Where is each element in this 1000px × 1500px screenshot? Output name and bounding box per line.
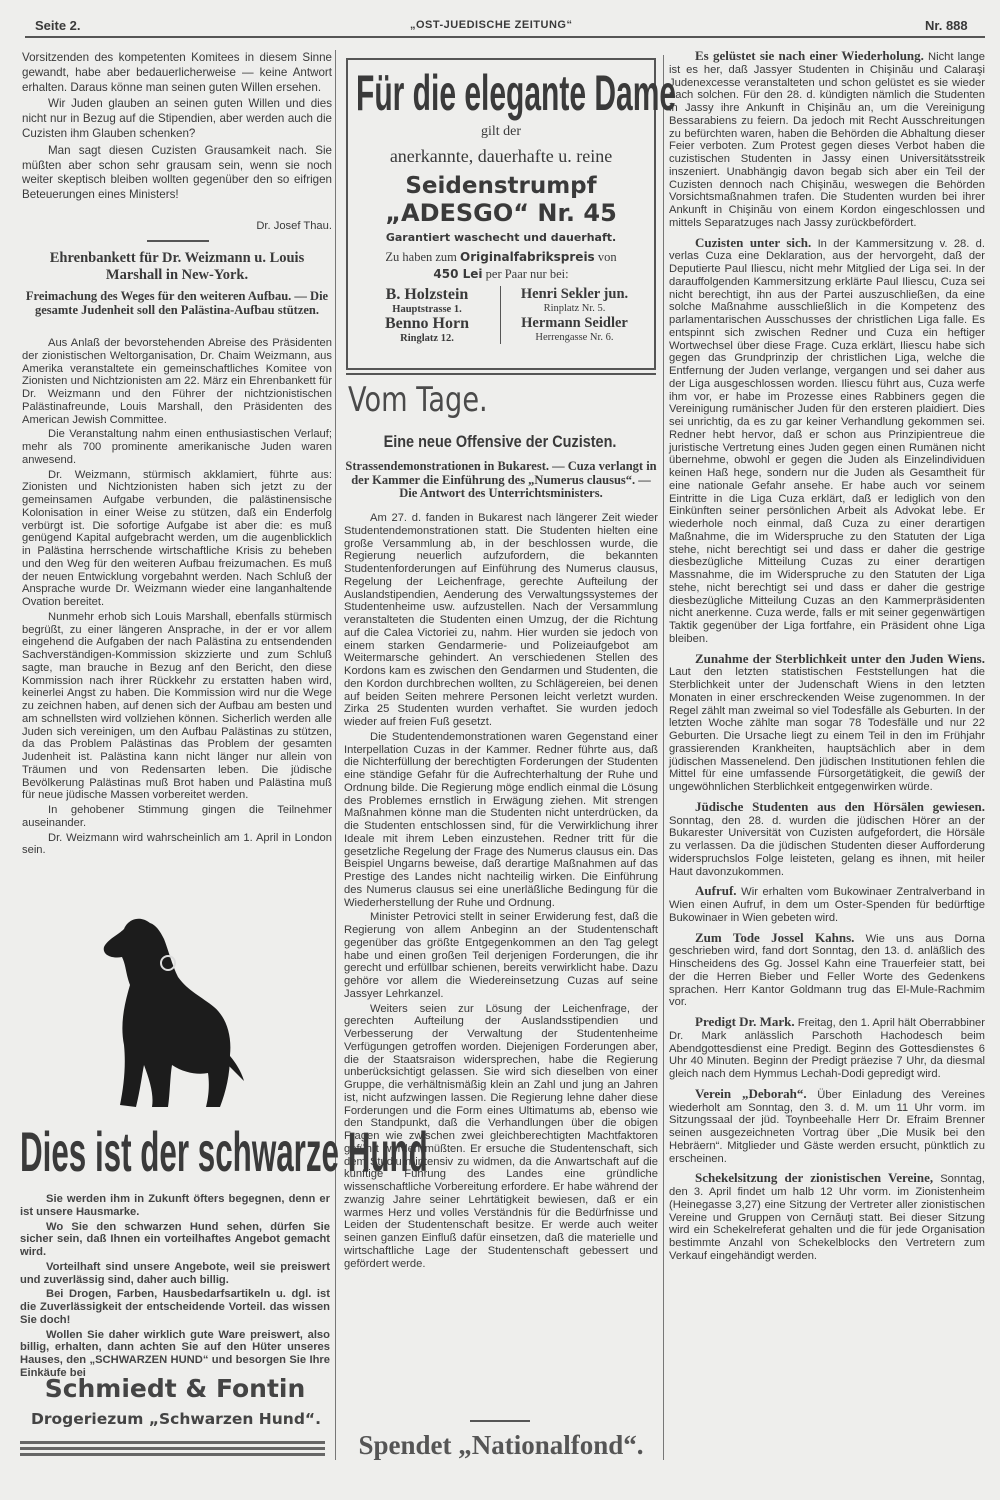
divider — [147, 240, 209, 242]
paragraph-lead: Schekelsitzung der zionistischen Vereine, — [695, 1170, 934, 1186]
stocking-ad-headline-text: Für die elegante Dame — [356, 65, 677, 121]
paragraph-text: Sonntag, den 3. April findet um halb 12 Uhr vorm. im Zionistenheim (Heinegasse 3,27) eine Sitzung der Vertreter aller zionistischen Vereine und Gruppen von Cernăuţi statt. Bei dieser Sitzung wird ein Schekelreferat gehalten und die für jede Organisation bestimmte Anzahl von Schekelblocks den Vertretern zum Verkauf eingehändigt werden. — [669, 1173, 985, 1262]
paragraph — [22, 97, 332, 141]
price-post: von — [597, 250, 617, 264]
paragraph-text: Vorteilhaft sind unsere Angebote, weil sie preiswert und zuverlässig sind, daher auch billig. — [20, 1260, 330, 1286]
article-subhead: Strassendemonstrationen in Bukarest. — Cuza verlangt in der Kammer die Einführung des „Numerus clausus“. — Die Antwort des Unterrichtsministers. — [345, 459, 657, 500]
section-title: Vom Tage. — [348, 380, 488, 420]
paragraph-lead: Jüdische Studenten aus den Hörsälen gewiesen. — [695, 798, 985, 814]
divider — [470, 1420, 530, 1422]
ad-line: gilt der — [480, 124, 522, 139]
paragraph-text: Vorsitzenden des kompetenten Komitees in diesem Sinne gewandt, habe aber bedauerlicherweise — keine Antwort erhalten. Daraus könne man seinen guten Willen ersehen. — [22, 51, 332, 94]
paragraph — [22, 337, 332, 426]
paragraph-text: Die Veranstaltung nahm einen enthusiastischen Verlauf; mehr als 700 prominente amerikanische Juden waren anwesend. — [22, 428, 332, 466]
store-address: Rinplatz Nr. 5. — [543, 303, 606, 314]
ad-rule — [20, 1441, 325, 1444]
dog-ad-company: Schmiedt & Fontin — [44, 1374, 306, 1403]
dog-ad-body — [20, 1193, 330, 1379]
paragraph — [20, 1288, 330, 1326]
store-address: Herrengasse Nr. 6. — [535, 332, 614, 343]
paragraph — [344, 1003, 658, 1271]
store-name: Benno Horn — [384, 315, 469, 332]
price: 450 Lei — [433, 267, 483, 281]
price-tail: per Paar nur bei: — [485, 267, 569, 281]
paragraph-text: Dr. Weizmann, stürmisch akklamiert, führte aus: Zionisten und Nichtzionisten haben sich jetzt zu der gemeinsamen Aufgabe verbunden, die palästinensische Kolonisation in einer Weise zu stützen, daß ein Enderfolg verbürgt ist. Die sofortige Aufgabe ist aber die: es muß genügend Kapital aufgebracht werden, um die augenblicklich in Palästina herrschende wirtschaftliche Krisis zu beheben und den Weg für den weiteren Aufbau freizumachen. Es muß der neuen Entwicklung vorgebahnt werden. Nach Schluß der Ansprache wurde Dr. Weizmann wieder eine langanhaltende Ovation bereitet. — [22, 468, 332, 608]
dog-ad-shop: Drogeriezum „Schwarzen Hund“. — [30, 1410, 321, 1428]
stocking-ad-headline — [348, 65, 677, 124]
article-headline: Ehrenbankett für Dr. Weizmann u. Louis Marshall in New-York. — [49, 250, 305, 283]
ad-line: anerkannte, dauerhafte u. reine — [389, 146, 613, 166]
article-body — [344, 512, 658, 1422]
divider — [346, 373, 656, 375]
paragraph — [22, 144, 332, 203]
store-name: Hermann Seidler — [521, 315, 628, 331]
nationalfond-appeal: Spendet „Nationalfond“. — [358, 1430, 644, 1460]
paragraph-lead: Aufruf. — [695, 883, 737, 899]
paragraph-lead: Cuzisten unter sich. — [695, 234, 812, 250]
paragraph — [344, 911, 658, 1000]
stocking-ad — [346, 58, 677, 370]
store — [501, 286, 648, 315]
masthead-rule — [25, 36, 985, 38]
paragraph — [669, 1172, 985, 1262]
paragraph-text: Wollen Sie daher wirklich gute Ware preiswert, also billig, erhalten, dann achten Sie auf den Hüter unseres Hauses, den „SCHWARZEN HUND“ und besorgen Sie Ihre Einkäufe bei — [20, 1328, 330, 1379]
paragraph-text: Man sagt diesen Cuzisten Grausamkeit nach. Sie müßten aber schon sehr grausam sein, wenn sie noch weiter skeptisch bleiben wollten gegenüber den so eifrigen Beteuerungen eines Ministers! — [22, 143, 332, 202]
paragraph-text: Wo Sie den schwarzen Hund sehen, dürfen Sie sicher sein, daß Ihnen ein vorteilhaftes Angebot gemacht wird. — [20, 1220, 330, 1258]
article-body — [22, 337, 332, 907]
page-number: Seite 2. — [35, 18, 81, 33]
paragraph-text: In der Kammersitzung v. 28. d. verlas Cuza eine Deklaration, aus der hervorgeht, daß der Deputierte Paul Iliescu, nicht mehr Mitglied der Liga sei. In der darauffolgenden Kammersitzung erklärte Paul Iliescu, Cuza sei nicht berechtigt, ihn aus der Partei auszuschließen, da eine solche Maßnahme ausschließlich in die Kompetenz des parlamentarischen Ausschusses der christlichen Liga falle. Es entspinnt sich zwischen Redner und Cuza ein heftiger Wortwechsel über diese Frage. Cuza erklärt, Iliescu habe sich gegen das Grundprinzip der christlichen Liga, welche die Entfernung der Juden verlange, vergangen und sei daher aus der Liga ausgeschlossen worden. Iliescu führt aus, Cuza werfe ihm vor, er habe im Prozesse eines Rabbiners gegen die Vereinigung rumänischer Juden für den ersteren plaidiert. Dies sei unrichtig, da es zu gar keiner Verhandlung gekommen sei. Redner hebt hervor, daß er schon aus Prinzipientreue die juristische Vertretung eines Juden gegen einen Rumänen nicht übernehme, obwohl er gegen die Juden als Einzelindividuen keinen Haß hege, sondern nur die Juden als Gesamtheit für eine nationale Gefahr ansehe. Er habe auch vor seinem Eintritte in die Liga Cuza erklärt, daß er lediglich von den Einkünften seiner persönlichen Arbeit als Advokat lebe. Er wiederhole noch einmal, daß Cuza zu einer derartigen Maßnahme, die im Widerspruche zu den Statuten der Liga stehe, nicht berechtigt sei und dass er daher die gestrige diesbezügliche Mitteilung Cuzas zu einer derartigen Massnahme, die im Widerspruche zu den Statuten der Liga stehe, nicht berechtigt sei und dass er daher die gestrige diesbezügliche Mitteilung Cuzas an den Kammerpräsidenten nicht anerkenne. Cuza werde, falls er mit seiner gegenwärtigen Taktik gegenüber der Liga fortfahre, ein Präsident ohne Liga bleiben. — [669, 237, 986, 645]
paragraph-lead: Zunahme der Sterblichkeit unter den Juden Wiens. — [695, 650, 985, 666]
paragraph — [22, 428, 332, 466]
price-line — [348, 250, 654, 265]
paragraph — [22, 51, 332, 95]
black-dog-illustration — [80, 905, 250, 1115]
paragraph-text: Aus Anlaß der bevorstehenden Abreise des Präsidenten der zionistischen Weltorganisation, Dr. Chaim Weizmann, aus Amerika veranstaltete ein gemeinschaftliches Komitee von Zionisten und Nichtzionisten am 22. März ein Ehrenbankett für Dr. Weizmann und den Führer der nichtzionistischen Palästinafreunde, Louis Marshall, den Präsidenten des American Jewish Committee. — [22, 337, 332, 426]
price-pre: Zu haben zum — [385, 250, 457, 264]
store — [354, 315, 501, 344]
store-address: Ringlatz 12. — [400, 333, 454, 344]
paragraph-text: Minister Petrovici stellt in seiner Erwiderung fest, daß die Regierung von allem Anbeginn an der Studentenschaft gegenüber das größte Entgegenkommen an den Tag gelegt habe und einen großen Teil derjenigen Forderungen, die ihr gerecht und erfüllbar schienen, bereits verwirklicht habe. Dazu gehöre vor allem die Wiedereinsetzung Cuzas auf seine Jassyer Lehrkanzel. — [344, 911, 658, 1000]
store — [354, 286, 501, 315]
paragraph-text: Wir erhalten vom Bukowinaer Zentralverband in Wien einen Aufruf, in dem um Oster-Spenden für bedürftige Bukowinaer in Wien gebeten wird. — [669, 886, 985, 924]
ad-rule — [20, 1453, 325, 1456]
paragraph-text: Nicht lange ist es her, daß Jassyer Studenten in Chişinău und Calaraşi Judenexcesse veranstalteten und schon gelüstet es sie wieder nach solchen. Für den 28. d. kündigten nämlich die Studenten in Jassy ihre Ankunft in Chişinău an, um die Vereinigung Bessarabiens zu feiern. Da jedoch mit Recht Ausschreitungen zu befürchten waren, haben die Behörden die Abhaltung dieser Feier verboten. Zum Protest gegen dieses Verbot haben die cuzistischen Studenten in Jassy einen Universitätsstreik inszeniert. Unabhängig davon begab sich aber ein Teil der Cuzisten dennoch nach Chişinău, weswegen die Behörden Vorsichtsmaßnahmen trafen. Die Studenten wurden bei ihrer Ankunft in Chişinău von einem Kordon eingeschlossen und mittels Separatzuges nach Jassy zurückbefördert. — [669, 51, 985, 229]
dog-ad-headline — [20, 1120, 428, 1186]
paragraph — [344, 512, 658, 729]
paragraph-lead: Verein „Deborah“. — [695, 1085, 807, 1101]
paragraph-lead: Zum Tode Jossel Kahns. — [695, 929, 855, 945]
paragraph-text: Sie werden ihm in Zukunft öfters begegnen, denn er ist unsere Hausmarke. — [20, 1193, 330, 1218]
brand-name: „ADESGO“ Nr. 45 — [385, 199, 617, 227]
news-column — [669, 50, 985, 1465]
store — [501, 315, 648, 344]
paragraph-text: In gehobener Stimmung gingen die Teilnehmer auseinander. — [22, 804, 332, 829]
author-signature: Dr. Josef Thau. — [256, 220, 332, 232]
paragraph — [22, 611, 332, 802]
issue-number: Nr. 888 — [925, 18, 968, 33]
paragraph — [22, 804, 332, 830]
paragraph — [20, 1261, 330, 1287]
paragraph — [669, 1085, 985, 1166]
paragraph-text: Die Studentendemonstrationen waren Gegenstand einer Interpellation Cuzas in der Kammer. Redner führte aus, daß die Nichterfüllung der berechtigten Forderungen der Studenten eine ständige Gefahr für die Aufrechterhaltung der Ruhe und Ordnung bilde. Die Regierung möge endlich einmal die Lösung des Problemes ernstlich in Erwägung ziehen. Mit strengen Maßnahmen könne man die Studenten nicht unterdrücken, da die Studenten entschlossen sind, für die Verwirklichung ihrer Ideale mit ihrem Leben einzustehen. Redner tritt für die gesetzliche Regelung der Frage des Numerus clausus ein. Das Beispiel Ungarns beweise, daß derartige Maßnahmen auf das Prestige des Landes nicht nachteilig wirken. Die Einführung des Numerus clausus sei eine unerläßliche Bedingung für die Wiederherstellung der Ruhe und Ordnung. — [344, 730, 658, 909]
paragraph — [669, 929, 986, 1010]
paragraph — [20, 1193, 330, 1219]
paragraph — [669, 234, 986, 646]
dog-ad-headline-text: Dies ist der schwarze Hund — [20, 1120, 428, 1183]
column-divider — [335, 50, 336, 1460]
store-list — [354, 286, 648, 344]
paragraph-lead: Predigt Dr. Mark. — [695, 1014, 795, 1029]
guarantee: Garantiert waschecht und dauerhaft. — [385, 231, 617, 244]
paragraph-text: Sonntag, den 28. d. wurden die jüdischen Hörer an der Bukarester Universität von Cuzisten aufgefordert, die Hörsäle zu verlassen. Da die jüdischen Studenten dieser Aufforderung widerspruchslos Folge leisteten, gelang es ihnen, mit heiler Haut davonzukommen. — [669, 814, 985, 878]
ad-rule — [20, 1447, 325, 1450]
price-line-2 — [348, 267, 654, 282]
article-headline: Eine neue Offensive der Cuzisten. — [383, 432, 617, 451]
paragraph-text: Wir Juden glauben an seinen guten Willen und dies nicht nur in Bezug auf die Stipendien, aber werden auch die Cuzisten ihm Glauben schenken? — [22, 97, 332, 140]
product-name: Seidenstrumpf — [405, 173, 597, 199]
paragraph-text: Dr. Weizmann wird wahrscheinlich am 1. April in London sein. — [22, 831, 332, 857]
price-bold: Originalfabrikspreis — [460, 250, 595, 264]
paragraph-text: Über Einladung des Vereines wiederholt am Sonntag, den 3. d. M. um 11 Uhr vorm. im Sitzungssaal der jüd. Toynbeehalle Herr Dr. Efraim Brenner seinen ausgezeichneten Vortrag über „Die Musik bei den Hebräern“. Mitglieder und Gäste werden ersucht, pünktlich zu erscheinen. — [669, 1088, 985, 1165]
paragraph-text: Freitag, den 1. April hält Oberrabbiner Dr. Mark anlässlich Parschoth Hachodesch beim Abendgottesdienst eine Predigt. Beginn des Gottesdienstes 6 Uhr 40 Minuten. Beginn der Predigt präezise 7 Uhr, da diesmal gleich nach dem Hymmus Lechah-Dodi gepredigt wird. — [669, 1017, 985, 1080]
paragraph-text: Weiters seien zur Lösung der Leichenfrage, der gerechten Aufteilung der Auslandsstipendien und Verbesserung der Verwaltung der Studentenheime Verfügungen getroffen worden. Diejenigen Forderungen aber, die der Staatsraison widersprechen, habe die Regierung unberücksichtigt gelassen. Sie wird sich dieselben von einer Gruppe, die verhältnismäßig klein an Zahl und jung an Jahren ist, nicht aufzwingen lassen. Die Regierung lehne daher diese Forderungen und die Form eines Ultimatums ab, ebenso wie den Standpunkt, daß die Verhandlungen über die obigen Fragen wie zwischen zwei gleichberechtigten Machtfaktoren geführt werden müßten. Er ersuche die Studentenschaft, sich dem Studium intensiv zu widmen, da die Anwartschaft auf die künftige Führung des Landes eine gründliche wissenschaftliche Vorbereitung erfordere. Er habe während der zwanzig Jahre seiner Lehrtätigkeit bewiesen, daß er ein warmes Herz und volles Verständnis für die Bedürfnisse und Leiden der Studentenschaft besitze. Er werde auch weiter seinen ganzen Einfluß dafür einsetzen, daß die materielle und wirtschaftliche Lage der Studentenschaft gebessert und gefördert werde. — [344, 1002, 658, 1270]
store-name: Henri Sekler jun. — [520, 286, 629, 302]
paragraph — [669, 650, 985, 794]
paragraph-text: Bei Drogen, Farben, Hausbedarfsartikeln u. dgl. ist die Zuverlässigkeit der entscheidende Vorteil. das wissen Sie doch! — [20, 1288, 330, 1326]
column-divider — [663, 55, 664, 1460]
article-subhead: Freimachung des Weges für den weiteren Aufbau. — Die gesamte Judenheit soll den Palästina-Aufbau stützen. — [25, 289, 329, 317]
paragraph-lead: Es gelüstet sie nach einer Wiederholung. — [695, 48, 924, 63]
paragraph — [669, 885, 985, 924]
article-continuation — [22, 51, 332, 231]
paragraph-text: Nunmehr erhob sich Louis Marshall, ebenfalls stürmisch begrüßt, zu einer längeren Ansprache, in der er vor allem eingehend die Aufgaben der nach Palästina zu entsendenden Sachverständigen-Kommission skizzierte und zum Schluß sagte, man brauche in Bezug anf den Bericht, den diese Kommission nach ihrer Rückkehr zu erstatten haben wird, keinerlei Angst zu haben. Die Kommission wird nur die Wege zu zeichnen haben, auf denen sich der Aufbau am besten und am schnellsten wird vollziehen können. Sicherlich werden alle Juden sich vereinigen, um den Aufbau Palästinas zu stützen, da das Problem Palästinas das Problem der gesamten Judenheit ist. Palästina kann nicht länger nur allein von Träumen und von Redensarten leben. Die jüdische Bevölkerung Palästinas muß Brot haben und Palästina muß für neue jüdische Massen vorbereitet werden. — [22, 610, 332, 802]
paragraph-text: Laut den letzten statistischen Feststellungen hat die Sterblichkeit unter der Judenschaft Wiens in den letzten Monaten in einer erschreckenden Weise zugenommen. In der Regel zählt man zweimal so viel Todesfälle als Geburten. In der letzten Woche zählte man sogar 78 Todesfälle und nur 22 Geburten. Die Ursache liegt zu einem Teil in den im Frühjahr grassierenden Krankheiten, hauptsächlich aber in dem jüdischen Massenelend. Den jüdischen Institutionen fehlen die Mittel für eine umfassende Fürsorgetätigkeit, die gewiß der ungewöhnlichen Sterblichkeit entgegenwirken würde. — [669, 666, 985, 793]
paragraph-text: Wie uns aus Dorna geschrieben wird, fand dort Sonntag, den 13. d. anläßlich des Hinscheidens des Gg. Jossel Kahn eine Trauerfeier statt, bei der die Herren Bieber und Feller Worte des Gedenkens sprachen. Herr Kantor Goldmann trug das El-Mule-Rachmim vor. — [669, 932, 986, 1009]
paragraph — [669, 798, 985, 879]
paragraph — [22, 832, 332, 858]
paragraph — [20, 1329, 330, 1380]
store-address: Hauptstrasse 1. — [392, 304, 462, 315]
paragraph — [22, 469, 332, 609]
paragraph — [20, 1221, 330, 1259]
paragraph — [344, 731, 658, 910]
paragraph-text: Am 27. d. fanden in Bukarest nach längerer Zeit wieder Studentendemonstrationen statt. Die Studenten hielten eine große Versammlung ab, in der beschlossen wurde, die Regierung neuerlich aufzufordern, die bekannten Studentenforderungen auf Einführung des Numerus clausus, Regelung der Leichenfrage, gerechte Aufteilung der Auslandstipendien, Aenderung des Verwaltungssystemes der Studentenheime usw. aufzustellen. Nach der Versammlung veranstalteten die Studenten einen Umzug, der die Richtung auf die Calea Victoriei zu, nahm. Hier wurden sie jedoch von einem starken Gendarmerie- und Polizeiaufgebot am Weitermarsche gehindert. An verschiedenen Stellen des Kordons kam es zwischen den Gendarmen und Studenten, die den Kordon durchbrechen wollten, zu Schlägereien, bei denen auf beiden Seiten mehrere Personen leicht verletzt wurden. Zirka 25 Studenten wurden verhaftet. Sie wurden jedoch wieder auf freien Fuß gesetzt. — [344, 512, 658, 728]
paragraph — [669, 1016, 985, 1081]
paragraph — [669, 50, 985, 230]
store-name: B. Holzstein — [385, 286, 469, 303]
newspaper-title: „OST-JUEDISCHE ZEITUNG“ — [410, 19, 573, 31]
